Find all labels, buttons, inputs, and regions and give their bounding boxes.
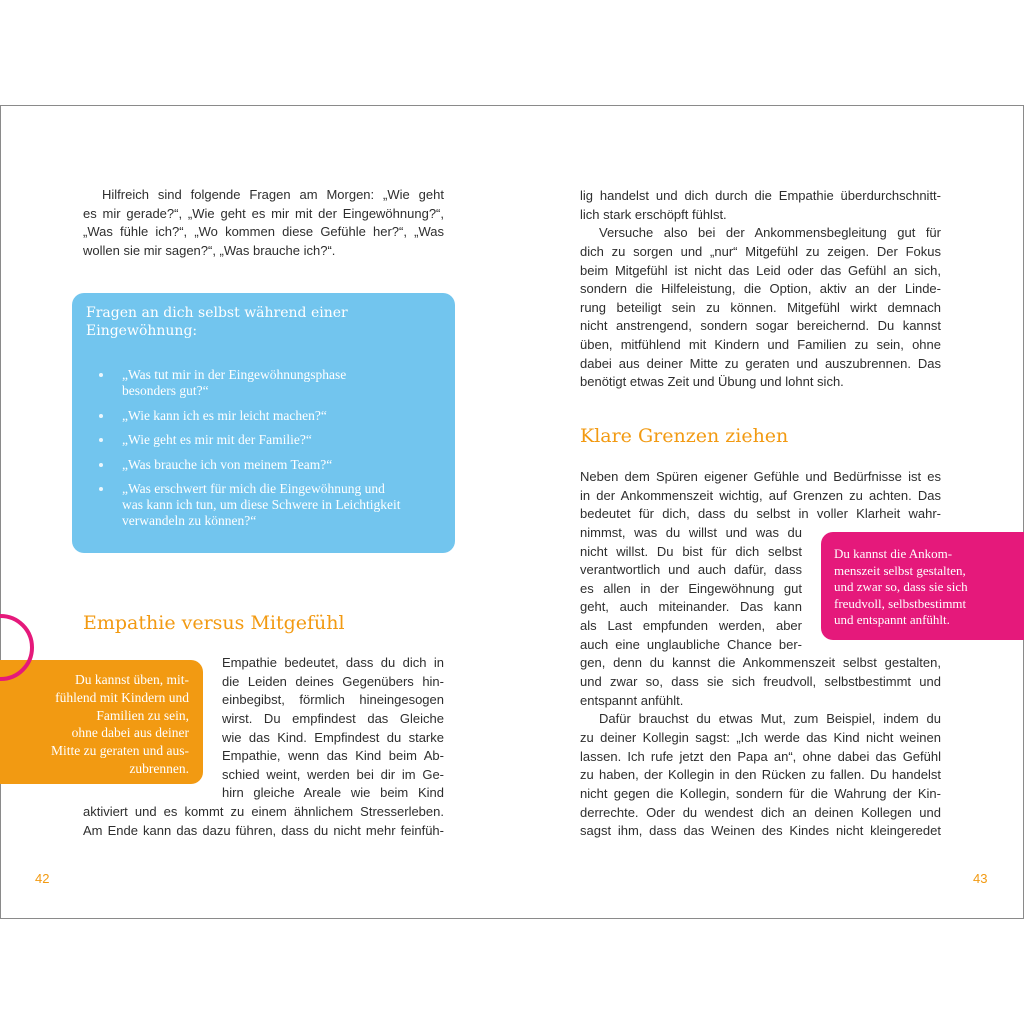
text-line: geht, auch miteinander. Das kann: [580, 599, 802, 615]
text-line: besonders gut?“: [122, 383, 209, 398]
text-line: verantwortlich und auch dafür, dass: [580, 562, 802, 578]
text-line: Du kannst die Ankom-: [834, 546, 953, 561]
empathie-paragraph: [222, 654, 444, 803]
text-line: „Was erschwert für mich die Eingewöhnung und: [122, 481, 385, 496]
question-list: [72, 367, 455, 538]
grenzen-paragraph-narrow: [580, 524, 802, 654]
box-title: [86, 304, 348, 340]
text-line: benötigt etwas Zeit und Übung und lohnt sich.: [580, 374, 844, 390]
text-line: rung beteiligt sein zu können. Mitgefühl wirkt demnach: [580, 299, 941, 315]
question-item: [72, 432, 455, 448]
text-line: wie das Kind. Empfindest du starke: [222, 729, 444, 745]
grenzen-paragraph-start: [580, 468, 941, 524]
text-line: lig handelst und dich durch die Empathie überdurchschnitt-: [580, 188, 941, 203]
bullet-icon: [99, 414, 103, 418]
text-line: es mir gerade?“, „Wie geht es mir mit der Eingewöhnung?“,: [83, 205, 444, 221]
text-line: schied weint, werden bei dir im Ge-: [222, 766, 444, 782]
question-text: [122, 457, 455, 473]
text-line: einbegibst, förmlich hineingesogen: [222, 692, 444, 708]
text-line: wollen sie mir sagen?“, „Was brauche ich?“.: [83, 242, 336, 258]
bullet-icon: [99, 373, 103, 377]
pull-quote-box-pink: [821, 532, 1024, 640]
text-line: fühlend mit Kindern und: [55, 689, 189, 705]
text-line: menszeit selbst gestalten,: [834, 562, 966, 578]
text-line: Mitte zu geraten und aus-: [51, 743, 189, 759]
grenzen-paragraph-end: [580, 654, 941, 710]
question-text: [122, 367, 455, 399]
text-line: „Wie kann ich es mir leicht machen?“: [122, 407, 327, 423]
text-line: aktiviert und es kommt zu einem ähnlichem Stresserleben.: [83, 804, 444, 820]
text-line: zu haben, der Kollegin in den Rücken zu fallen. Du handelst: [580, 767, 941, 783]
text-line: gen, denn du kannst die Ankommenszeit selbst gestalten,: [580, 655, 941, 671]
text-line: nicht anstrengend, sondern sogar bereichernd. Du kannst: [580, 318, 941, 334]
bullet-icon: [99, 487, 103, 491]
text-line: verwandeln zu können?“: [122, 513, 257, 528]
continued-paragraph: [580, 187, 941, 224]
text-line: wirst. Du empfindest das Gleiche: [222, 710, 444, 726]
text-line: Familien zu sein,: [96, 707, 189, 723]
right-top-text: [580, 187, 941, 392]
text-line: in der Ankommenszeit wichtig, auf Grenzen zu achten. Das: [580, 487, 941, 503]
text-line: und zwar so, dass sie sich: [834, 579, 968, 594]
mitgefuehl-paragraph: [580, 224, 941, 392]
question-text: [122, 408, 455, 424]
bullet-icon: [99, 438, 103, 442]
text-line: lich stark erschöpft fühlst.: [580, 206, 727, 222]
text-line: sagst ihm, dass das Weinen des Kindes nicht kleingeredet: [580, 823, 941, 839]
text-line: lassen. Ich rufe jetzt den Papa an“, ohne dabei das Gefühl: [580, 748, 941, 764]
text-line: auch eine unglaubliche Chance ber-: [580, 636, 802, 652]
text-line: zubrennen.: [129, 760, 189, 776]
text-line: nicht gegen die Kollegin, sondern für die Wahrung der Kin-: [580, 785, 941, 801]
text-line: freudvoll, selbstbestimmt: [834, 595, 967, 611]
text-line: „Was fühle ich?“, „Wo kommen diese Gefühle her?“, „Was: [83, 224, 444, 240]
empathie-paragraph-continued: [83, 803, 444, 840]
text-line: und entspannt anfühlt.: [834, 612, 950, 627]
grenzen-text: [580, 468, 941, 841]
text-line: „Was brauche ich von meinem Team?“: [122, 456, 333, 472]
text-line: Empathie, wenn das Kind beim Ab-: [222, 748, 444, 764]
text-line: üben, mitfühlend mit Kindern und Familien zu sein, ohne: [580, 337, 941, 353]
text-line: „Wie geht es mir mit der Familie?“: [122, 432, 312, 447]
text-line: sondern die Hilfeleistung, die Option, aktiv an der Linde-: [580, 281, 941, 297]
text-line: nimmst, was du willst und was du: [580, 524, 802, 540]
question-item: [72, 408, 455, 424]
bullet-icon: [99, 463, 103, 467]
question-item: [72, 481, 455, 529]
text-line: Versuche also bei der Ankommensbegleitung gut für: [599, 225, 941, 241]
text-line: Du kannst üben, mit-: [75, 672, 189, 687]
text-line: als Last empfunden werden, aber: [580, 618, 802, 634]
text-line: die Leiden deines Gegenübers hin-: [222, 673, 444, 689]
text-line: zu deiner Kollegin sagst: „Ich werde das Kind nicht weinen: [580, 729, 941, 745]
text-line: beim Mitgefühl ist nicht das Leid oder das Gefühl an sich,: [580, 262, 941, 278]
section-heading-grenzen: Klare Grenzen ziehen: [580, 425, 789, 447]
text-line: was kann ich tun, um diese Schwere in Leichtigkeit: [122, 497, 401, 512]
mut-paragraph: [580, 710, 941, 840]
section-heading-empathie: Empathie versus Mitgefühl: [83, 612, 345, 634]
text-line: „Was tut mir in der Eingewöhnungsphase: [122, 367, 347, 382]
page-number-right: 43: [973, 871, 988, 886]
question-item: [72, 367, 455, 399]
question-text: [122, 432, 455, 448]
text-line: Neben dem Spüren eigener Gefühle und Bedürfnisse ist es: [580, 469, 941, 484]
text-line: ohne dabei aus deiner: [71, 725, 189, 741]
text-line: bedeutet für dich, dass du selbst in voller Klarheit wahr-: [580, 506, 941, 522]
text-line: Dafür brauchst du etwas Mut, zum Beispiel, indem du: [599, 711, 941, 727]
reflection-questions-box: [72, 293, 455, 553]
text-line: Eingewöhnung:: [86, 323, 198, 339]
text-line: derrechte. Oder du wendest dich an deinen Kollegen und: [580, 804, 941, 820]
text-line: Hilfreich sind folgende Fragen am Morgen: „Wie geht: [102, 187, 444, 202]
text-line: und zwar so, dass sie sich freudvoll, selbstbestimmt und: [580, 674, 941, 690]
question-text: [122, 481, 455, 529]
question-item: [72, 457, 455, 473]
intro-paragraph: [83, 186, 444, 261]
text-line: hirn gleiche Areale wie beim Kind: [222, 785, 444, 801]
text-line: es allen in der Eingewöhnung gut: [580, 580, 802, 596]
text-line: dabei aus deiner Mitte zu geraten und auszubrennen. Das: [580, 355, 941, 371]
text-line: entspannt anfühlt.: [580, 692, 684, 708]
text-line: nicht willst. Du bist für dich selbst: [580, 543, 802, 559]
text-line: Fragen an dich selbst während einer: [86, 305, 348, 321]
pull-quote-box-orange: [0, 660, 203, 784]
text-line: dich zu sorgen und „nur“ Mitgefühl zu zeigen. Der Fokus: [580, 243, 941, 259]
text-line: Empathie bedeutet, dass du dich in: [222, 655, 444, 670]
page-number-left: 42: [35, 871, 50, 886]
text-line: Am Ende kann das dazu führen, dass du nicht mehr feinfüh-: [83, 822, 444, 838]
